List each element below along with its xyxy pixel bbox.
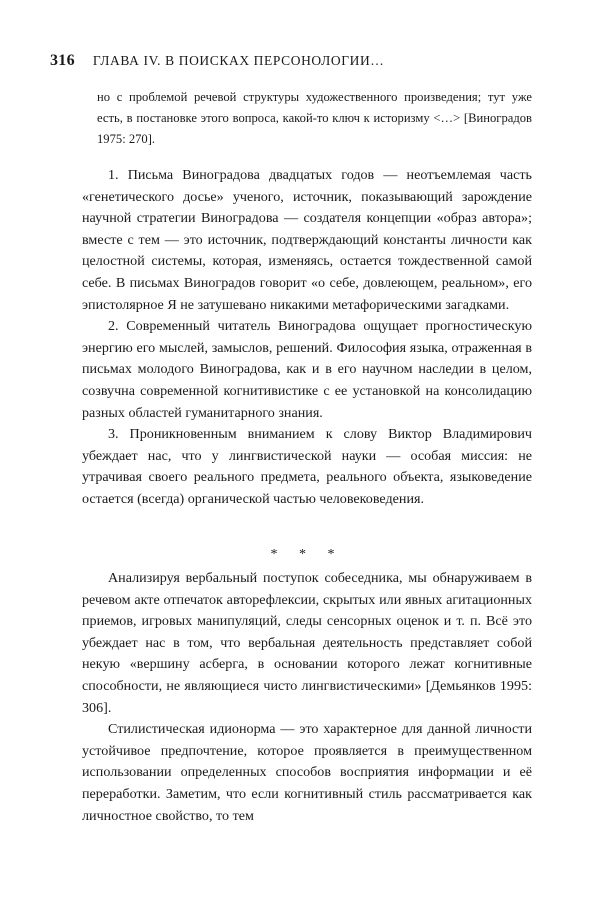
body-section bbox=[82, 568, 532, 827]
running-title: ГЛАВА IV. В ПОИСКАХ ПЕРСОНОЛОГИИ… bbox=[92, 53, 385, 68]
numbered-paragraph: 3. Проникновенным вниманием к слову Виктор Владимирович убеждает нас, что у лингвистической науки — особая миссия: не утрачивая своего реального предмета, реального объекта, языковедение остается (всегда) органической частью человековедения. bbox=[82, 426, 532, 507]
page-number: 316 bbox=[50, 52, 75, 69]
numbered-paragraph: 1. Письма Виноградова двадцатых годов — неотъемлемая часть «генетического досье» ученого, источник, показывающий зарождение научной стратегии Виноградова — создателя концепции «образ автора»; вместе с тем — это источник, подтверждающий константы личности как целостной системы, которая, изменяясь, остается тождественной самой себе. В письмах Виноградов говорит «о себе, довлеющем, реальном», его эпистолярное Я не затушевано никакими метафорическими загадками. bbox=[82, 167, 532, 313]
body-paragraph: Анализируя вербальный поступок собеседника, мы обнаруживаем в речевом акте отпечаток авторефлексии, скрытых или явных агитационных приемов, игровых манипуляций, следы сенсорных оценок и т. п. Всё это убеждает нас в том, что вербальная деятельность представляет собой некую «вершину асберга, в основании которого лежат когнитивные способности, не являющиеся чисто лингвистическими» [Демьянков 1995: 306]. bbox=[82, 570, 532, 716]
numbered-paragraph: 2. Современный читатель Виноградова ощущает прогностическую энергию его мыслей, замыслов, решений. Философия языка, отраженная в письмах молодого Виноградова, как и в его научном наследии в целом, созвучна современной когнитивистике с ее установкой на консолидацию разных областей гуманитарного знания. bbox=[82, 318, 532, 421]
body-paragraph: Стилистическая идионорма — это характерное для данной личности устойчивое предпочтение, которое проявляется в преимущественном использовании определенных способов восприятия информации и её переработки. Заметим, что если когнитивный стиль рассматривается как личностное свойство, то тем bbox=[82, 721, 532, 824]
page-header bbox=[50, 52, 560, 72]
section-separator: * * * bbox=[270, 547, 344, 562]
block-quote: но с проблемой речевой структуры художественного произведения; тут уже есть, в постановке этого вопроса, какой-то ключ к историзму <…> [Виноградов 1975: 270]. bbox=[97, 90, 532, 146]
numbered-section bbox=[82, 165, 532, 511]
